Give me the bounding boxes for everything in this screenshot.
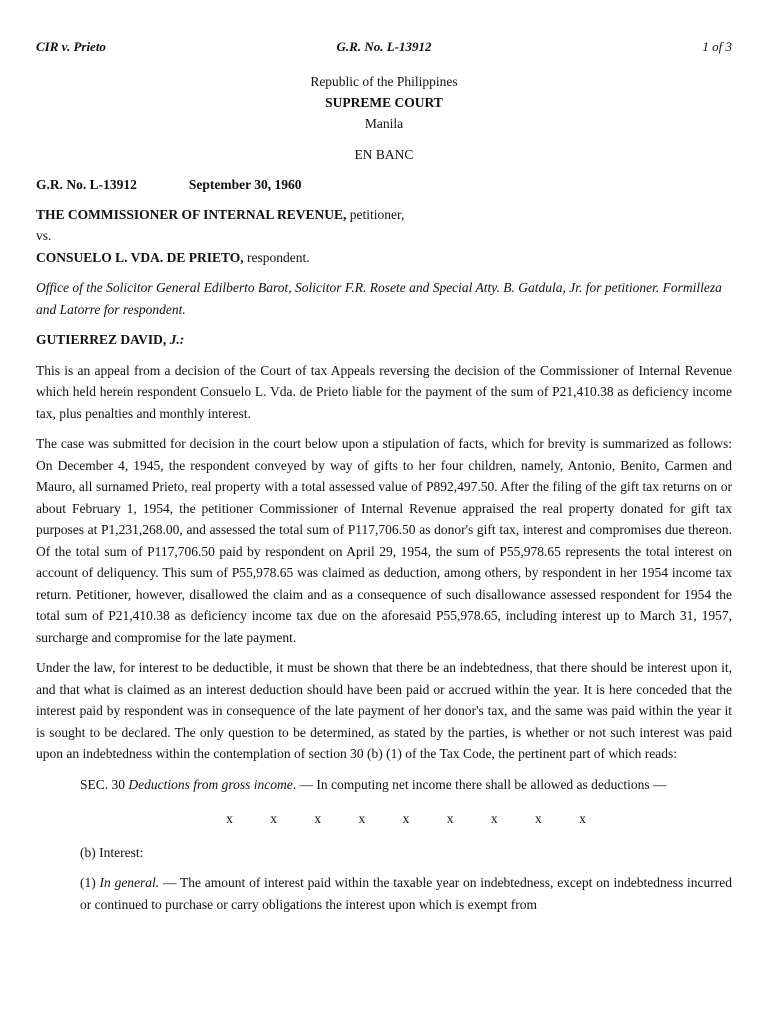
running-header [36,36,732,56]
respondent-line [36,247,732,269]
respondent-name: CONSUELO L. VDA. DE PRIETO, [36,249,244,265]
header-page-count: 1 of 3 [702,39,732,54]
court-city: Manila [364,116,404,131]
case-line [36,174,732,196]
sec-title: Deductions from gross income [128,776,293,792]
respondent-role: respondent. [243,249,310,265]
petitioner-role: petitioner, [346,206,405,222]
court-heading [36,71,732,165]
paragraph-facts: The case was submitted for decision in the court below upon a stipulation of facts, which for brevity is summarized as follows: On December 4, 1945, the respondent conveyed by way of gifts to her four children, namely, Antonio, Benito, Carmen and Mauro, all surnamed Prieto, real property with a total assessed value of P892,497.50. After the filing of the gift tax returns on or about February 1, 1954, the petitioner Commissioner of Internal Revenue appraised the real property donated for gift tax purposes at P1,231,268.00, and assessed the total sum of P117,706.50 as donor's gift tax, interest and compromises due thereon. Of the total sum of P117,706.50 paid by respondent on April 29, 1954, the sum of P55,978.65 represents the total interest on account of deliquency. This sum of P55,978.65 was claimed as deduction, among others, by respondent in her 1954 income tax return. Petitioner, however, disallowed the claim and as a consequence of such disallowance assessed respondent for 1954 the total sum of P21,410.38 as deficiency income tax due on the aforesaid P55,978.65, including interest up to March 31, 1957, surcharge and compromise for the late payment. [36,436,732,645]
sub-1-text: — The amount of interest paid within the taxable year on indebtedness, except on indebtedness incurred or continued to purchase or carry obligations the interest upon which is exempt from [80,875,732,912]
republic-line: Republic of the Philippines [310,74,458,89]
ponente-title: J.: [166,332,185,347]
ponente-line [36,329,732,351]
counsel-paragraph: Office of the Solicitor General Edilberto Barot, Solicitor F.R. Rosete and Special Atty. B. Gatdula, Jr. for petitioner. Formilleza and Latorre for respondent. [36,280,722,317]
parties-block [36,204,732,269]
sub-1-general [80,872,732,915]
petitioner-line [36,204,732,226]
ponente-name: GUTIERREZ DAVID, [36,332,167,347]
omission-marker: x x x x x x x x x [226,811,586,826]
sec-30-heading [80,774,732,796]
petitioner-name: THE COMMISSIONER OF INTERNAL REVENUE, [36,206,347,222]
header-case-number: G.R. No. L-13912 [336,39,432,54]
versus-line: vs. [36,228,52,243]
sub-1-title: In general. [99,875,160,890]
court-name: SUPREME COURT [325,95,443,110]
court-division: EN BANC [354,147,414,162]
sec-text: . — In computing net income there shall be allowed as deductions — [292,776,667,792]
case-date: September 30, 1960 [188,177,302,192]
paragraph-appeal: This is an appeal from a decision of the Court of tax Appeals reversing the decision of the Commissioner of Internal Revenue which held herein respondent Consuelo L. Vda. de Prieto liable for the payment of the sum of P21,410.38 as deficiency income tax, plus penalties and monthly interest. [36,362,732,421]
paragraph-law: Under the law, for interest to be deductible, it must be shown that there be an indebtedness, that there should be interest upon it, and that what is claimed as an interest deduction should have been paid or accrued within the year. It is here conceded that the interest paid by respondent was in consequence of the late payment of her donor's tax, and the same was paid within the year it is sought to be declared. The only question to be determined, as stated by the parties, is whether or not such interest was paid upon an indebtedness within the contemplation of section 30 (b) (1) of the Tax Code, the pertinent part of which reads: [36,660,732,761]
sub-1-label: (1) [80,875,100,890]
case-number: G.R. No. L-13912 [36,177,137,192]
statute-quote [80,774,732,916]
decision-body [36,174,732,924]
header-case-title: CIR v. Prieto [36,39,106,54]
sec-label: SEC. 30 [80,776,129,792]
sub-b-interest: (b) Interest: [80,844,144,860]
